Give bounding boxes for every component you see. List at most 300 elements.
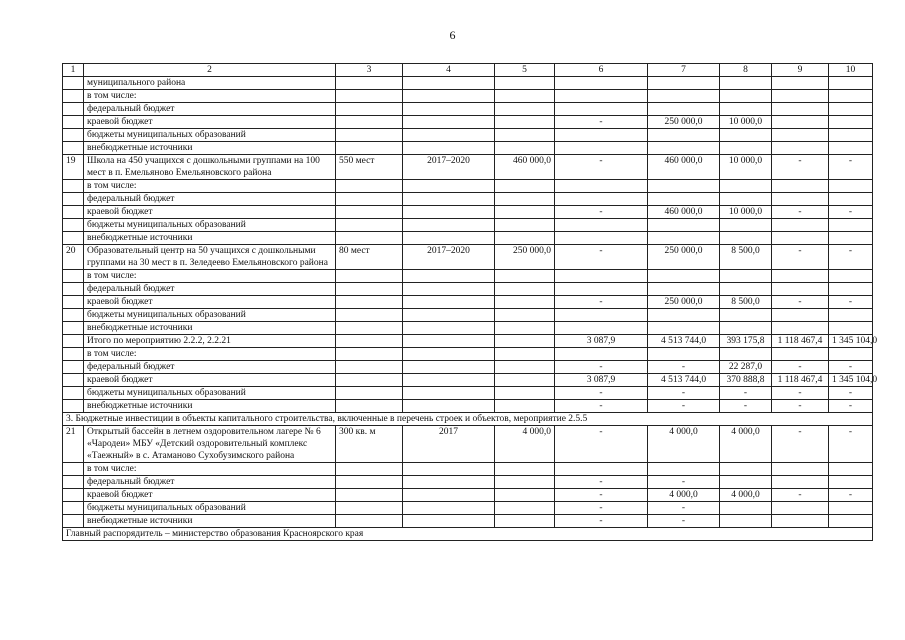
column-number: 3 (336, 64, 403, 77)
column-number: 6 (555, 64, 648, 77)
amount-cell: - (829, 400, 873, 413)
cost-cell (495, 193, 555, 206)
row-number-cell (63, 309, 84, 322)
amount-cell (829, 103, 873, 116)
amount-cell (772, 322, 829, 335)
amount-cell: - (555, 489, 648, 502)
period-cell (403, 489, 495, 502)
cost-cell (495, 361, 555, 374)
amount-cell (720, 90, 772, 103)
amount-cell: - (772, 206, 829, 219)
description-cell: бюджеты муниципальных образований (84, 129, 336, 142)
amount-cell: - (555, 476, 648, 489)
amount-cell: 370 888,8 (720, 374, 772, 387)
amount-cell (648, 219, 720, 232)
amount-cell (829, 283, 873, 296)
table-row (63, 502, 873, 515)
amount-cell (772, 476, 829, 489)
capacity-cell (336, 515, 403, 528)
amount-cell: - (648, 502, 720, 515)
period-cell (403, 77, 495, 90)
period-cell (403, 309, 495, 322)
amount-cell: 460 000,0 (648, 206, 720, 219)
capacity-cell (336, 489, 403, 502)
amount-cell: 8 500,0 (720, 245, 772, 270)
row-number-cell (63, 476, 84, 489)
period-cell (403, 193, 495, 206)
description-cell: бюджеты муниципальных образований (84, 219, 336, 232)
description-cell: федеральный бюджет (84, 103, 336, 116)
description-cell: внебюджетные источники (84, 322, 336, 335)
amount-cell (772, 142, 829, 155)
description-cell: в том числе: (84, 463, 336, 476)
amount-cell (648, 193, 720, 206)
period-cell (403, 348, 495, 361)
cost-cell (495, 387, 555, 400)
amount-cell: - (555, 387, 648, 400)
period-cell (403, 90, 495, 103)
row-number-cell (63, 270, 84, 283)
column-number-row (63, 64, 873, 77)
table-row (63, 193, 873, 206)
amount-cell (648, 142, 720, 155)
period-cell (403, 322, 495, 335)
amount-cell: - (648, 515, 720, 528)
amount-cell: 4 513 744,0 (648, 335, 720, 348)
capacity-cell (336, 193, 403, 206)
description-cell: краевой бюджет (84, 489, 336, 502)
amount-cell: - (829, 206, 873, 219)
capacity-cell (336, 142, 403, 155)
period-cell (403, 387, 495, 400)
capacity-cell (336, 400, 403, 413)
amount-cell: - (555, 502, 648, 515)
amount-cell (772, 309, 829, 322)
description-cell: краевой бюджет (84, 296, 336, 309)
amount-cell (829, 502, 873, 515)
amount-cell (555, 322, 648, 335)
row-number-cell (63, 232, 84, 245)
amount-cell (772, 180, 829, 193)
cost-cell (495, 129, 555, 142)
row-number-cell (63, 387, 84, 400)
capacity-cell (336, 103, 403, 116)
period-cell (403, 232, 495, 245)
amount-cell (720, 193, 772, 206)
description-cell: Школа на 450 учащихся с дошкольными группами на 100 мест в п. Емельяново Емельяновского района (84, 155, 336, 180)
amount-cell (829, 232, 873, 245)
capacity-cell (336, 348, 403, 361)
period-cell (403, 103, 495, 116)
table-row (63, 361, 873, 374)
cost-cell (495, 515, 555, 528)
amount-cell (772, 463, 829, 476)
amount-cell: 4 000,0 (648, 489, 720, 502)
cost-cell (495, 502, 555, 515)
period-cell (403, 335, 495, 348)
amount-cell (772, 103, 829, 116)
table-row (63, 90, 873, 103)
amount-cell (555, 142, 648, 155)
table-row (63, 348, 873, 361)
cost-cell (495, 335, 555, 348)
table-row (63, 283, 873, 296)
capacity-cell (336, 476, 403, 489)
amount-cell: 460 000,0 (648, 155, 720, 180)
description-cell: муниципального района (84, 77, 336, 90)
description-cell: краевой бюджет (84, 116, 336, 129)
amount-cell: - (772, 361, 829, 374)
description-cell: бюджеты муниципальных образований (84, 387, 336, 400)
period-cell (403, 219, 495, 232)
amount-cell (772, 283, 829, 296)
amount-cell: - (829, 296, 873, 309)
amount-cell: - (829, 155, 873, 180)
capacity-cell (336, 116, 403, 129)
amount-cell (648, 283, 720, 296)
period-cell (403, 270, 495, 283)
cost-cell (495, 90, 555, 103)
amount-cell: 250 000,0 (648, 296, 720, 309)
amount-cell (829, 309, 873, 322)
capacity-cell (336, 180, 403, 193)
amount-cell (555, 309, 648, 322)
cost-cell: 460 000,0 (495, 155, 555, 180)
amount-cell: 10 000,0 (720, 155, 772, 180)
row-number-cell (63, 502, 84, 515)
description-cell: внебюджетные источники (84, 142, 336, 155)
amount-cell: 4 513 744,0 (648, 374, 720, 387)
cost-cell (495, 348, 555, 361)
amount-cell (648, 90, 720, 103)
capacity-cell: 300 кв. м (336, 426, 403, 463)
description-cell: бюджеты муниципальных образований (84, 309, 336, 322)
row-number-cell (63, 374, 84, 387)
amount-cell: - (772, 155, 829, 180)
capacity-cell (336, 387, 403, 400)
amount-cell (772, 502, 829, 515)
amount-cell (555, 270, 648, 283)
cost-cell (495, 463, 555, 476)
amount-cell (772, 77, 829, 90)
amount-cell: 250 000,0 (648, 245, 720, 270)
amount-cell: 10 000,0 (720, 206, 772, 219)
description-cell: в том числе: (84, 90, 336, 103)
period-cell (403, 515, 495, 528)
capacity-cell (336, 296, 403, 309)
row-number-cell (63, 142, 84, 155)
section-text: 3. Бюджетные инвестиции в объекты капитального строительства, включенные в перечень строек и объектов, мероприятие 2.5.5 (63, 413, 873, 426)
cost-cell (495, 206, 555, 219)
amount-cell (829, 515, 873, 528)
row-number-cell (63, 322, 84, 335)
amount-cell (555, 193, 648, 206)
amount-cell (720, 103, 772, 116)
description-cell: краевой бюджет (84, 374, 336, 387)
column-number: 8 (720, 64, 772, 77)
cost-cell (495, 232, 555, 245)
period-cell: 2017–2020 (403, 245, 495, 270)
cost-cell (495, 296, 555, 309)
capacity-cell (336, 463, 403, 476)
cost-cell: 250 000,0 (495, 245, 555, 270)
amount-cell: - (555, 206, 648, 219)
description-cell: федеральный бюджет (84, 476, 336, 489)
amount-cell (555, 90, 648, 103)
period-cell (403, 476, 495, 489)
amount-cell: 4 000,0 (720, 426, 772, 463)
amount-cell (648, 77, 720, 90)
period-cell (403, 142, 495, 155)
table-row (63, 387, 873, 400)
period-cell (403, 129, 495, 142)
table-row (63, 270, 873, 283)
capacity-cell (336, 90, 403, 103)
description-cell: в том числе: (84, 348, 336, 361)
description-cell: в том числе: (84, 180, 336, 193)
amount-cell (829, 463, 873, 476)
amount-cell (829, 219, 873, 232)
capacity-cell (336, 374, 403, 387)
amount-cell (829, 90, 873, 103)
row-number-cell (63, 206, 84, 219)
row-number-cell (63, 77, 84, 90)
amount-cell (720, 515, 772, 528)
row-number-cell: 19 (63, 155, 84, 180)
amount-cell: - (772, 296, 829, 309)
amount-cell (772, 270, 829, 283)
row-number-cell (63, 219, 84, 232)
table-row (63, 77, 873, 90)
amount-cell (829, 193, 873, 206)
table-row (63, 219, 873, 232)
row-number-cell (63, 400, 84, 413)
amount-cell (720, 77, 772, 90)
description-cell: бюджеты муниципальных образований (84, 502, 336, 515)
amount-cell: - (555, 361, 648, 374)
amount-cell: - (720, 387, 772, 400)
amount-cell (648, 463, 720, 476)
description-cell: внебюджетные источники (84, 515, 336, 528)
amount-cell: - (648, 476, 720, 489)
amount-cell (720, 322, 772, 335)
table-row (63, 335, 873, 348)
period-cell (403, 296, 495, 309)
capacity-cell (336, 219, 403, 232)
cost-cell (495, 322, 555, 335)
amount-cell (555, 219, 648, 232)
amount-cell: 4 000,0 (720, 489, 772, 502)
table-row (63, 426, 873, 463)
capacity-cell (336, 77, 403, 90)
capacity-cell (336, 206, 403, 219)
cost-cell (495, 374, 555, 387)
row-number-cell (63, 283, 84, 296)
amount-cell: 1 345 104,0 (829, 335, 873, 348)
amount-cell (555, 232, 648, 245)
description-cell: Образовательный центр на 50 учащихся с дошкольными группами на 30 мест в п. Зеледеево Емельяновского района (84, 245, 336, 270)
amount-cell: - (555, 245, 648, 270)
column-number: 5 (495, 64, 555, 77)
amount-cell (829, 77, 873, 90)
amount-cell (829, 180, 873, 193)
amount-cell: - (555, 515, 648, 528)
amount-cell: - (829, 489, 873, 502)
amount-cell (720, 219, 772, 232)
table-row (63, 489, 873, 502)
row-number-cell (63, 361, 84, 374)
table-row (63, 476, 873, 489)
period-cell (403, 374, 495, 387)
amount-cell (648, 348, 720, 361)
capacity-cell (336, 502, 403, 515)
column-number: 2 (84, 64, 336, 77)
amount-cell (829, 142, 873, 155)
column-number: 7 (648, 64, 720, 77)
table-row (63, 245, 873, 270)
table-row (63, 296, 873, 309)
amount-cell (829, 322, 873, 335)
cost-cell (495, 476, 555, 489)
period-cell (403, 400, 495, 413)
amount-cell (648, 270, 720, 283)
table-row (63, 309, 873, 322)
column-number: 1 (63, 64, 84, 77)
amount-cell (829, 270, 873, 283)
amount-cell: 1 118 467,4 (772, 335, 829, 348)
amount-cell (720, 142, 772, 155)
cost-cell (495, 142, 555, 155)
amount-cell (829, 348, 873, 361)
period-cell (403, 116, 495, 129)
period-cell (403, 463, 495, 476)
cost-cell (495, 270, 555, 283)
budget-table (62, 63, 878, 541)
amount-cell (720, 283, 772, 296)
capacity-cell (336, 361, 403, 374)
amount-cell (720, 502, 772, 515)
row-number-cell (63, 348, 84, 361)
description-cell: в том числе: (84, 270, 336, 283)
table-row (63, 400, 873, 413)
amount-cell (829, 116, 873, 129)
amount-cell: - (829, 426, 873, 463)
amount-cell (772, 116, 829, 129)
table-row (63, 180, 873, 193)
row-number-cell (63, 103, 84, 116)
amount-cell: - (829, 245, 873, 270)
amount-cell (648, 103, 720, 116)
capacity-cell (336, 270, 403, 283)
period-cell: 2017 (403, 426, 495, 463)
amount-cell: - (648, 387, 720, 400)
amount-cell: 22 287,0 (720, 361, 772, 374)
amount-cell: - (772, 387, 829, 400)
amount-cell: - (555, 426, 648, 463)
section-row (63, 528, 873, 541)
amount-cell: - (648, 361, 720, 374)
amount-cell: 393 175,8 (720, 335, 772, 348)
column-number: 4 (403, 64, 495, 77)
amount-cell (555, 103, 648, 116)
row-number-cell (63, 116, 84, 129)
amount-cell (555, 348, 648, 361)
amount-cell (555, 129, 648, 142)
row-number-cell (63, 335, 84, 348)
amount-cell: 3 087,9 (555, 335, 648, 348)
row-number-cell: 20 (63, 245, 84, 270)
amount-cell: 4 000,0 (648, 426, 720, 463)
period-cell: 2017–2020 (403, 155, 495, 180)
period-cell (403, 502, 495, 515)
description-cell: федеральный бюджет (84, 193, 336, 206)
column-number: 9 (772, 64, 829, 77)
amount-cell: - (772, 245, 829, 270)
section-text: Главный распорядитель – министерство образования Красноярского края (63, 528, 873, 541)
amount-cell (555, 463, 648, 476)
table-row (63, 116, 873, 129)
amount-cell: - (555, 296, 648, 309)
capacity-cell: 80 мест (336, 245, 403, 270)
amount-cell (829, 129, 873, 142)
description-cell: внебюджетные источники (84, 400, 336, 413)
amount-cell (555, 180, 648, 193)
table-row (63, 103, 873, 116)
period-cell (403, 206, 495, 219)
period-cell (403, 180, 495, 193)
amount-cell (555, 283, 648, 296)
capacity-cell (336, 322, 403, 335)
row-number-cell (63, 515, 84, 528)
cost-cell (495, 103, 555, 116)
amount-cell: - (720, 400, 772, 413)
table-row (63, 232, 873, 245)
amount-cell (720, 309, 772, 322)
description-cell: Итого по мероприятию 2.2.2, 2.2.21 (84, 335, 336, 348)
amount-cell (829, 476, 873, 489)
row-number-cell (63, 193, 84, 206)
description-cell: федеральный бюджет (84, 361, 336, 374)
amount-cell: 3 087,9 (555, 374, 648, 387)
row-number-cell (63, 180, 84, 193)
row-number-cell (63, 296, 84, 309)
cost-cell (495, 77, 555, 90)
cost-cell (495, 116, 555, 129)
amount-cell (648, 180, 720, 193)
amount-cell (648, 129, 720, 142)
capacity-cell (336, 129, 403, 142)
amount-cell: 1 118 467,4 (772, 374, 829, 387)
table-row (63, 322, 873, 335)
amount-cell (772, 90, 829, 103)
description-cell: краевой бюджет (84, 206, 336, 219)
row-number-cell (63, 129, 84, 142)
cost-cell (495, 219, 555, 232)
amount-cell: - (772, 400, 829, 413)
amount-cell: - (648, 400, 720, 413)
cost-cell (495, 309, 555, 322)
cost-cell (495, 283, 555, 296)
amount-cell (720, 232, 772, 245)
amount-cell (648, 322, 720, 335)
row-number-cell (63, 489, 84, 502)
cost-cell (495, 489, 555, 502)
capacity-cell (336, 232, 403, 245)
amount-cell (772, 129, 829, 142)
table-row (63, 374, 873, 387)
amount-cell: - (555, 400, 648, 413)
amount-cell (720, 180, 772, 193)
